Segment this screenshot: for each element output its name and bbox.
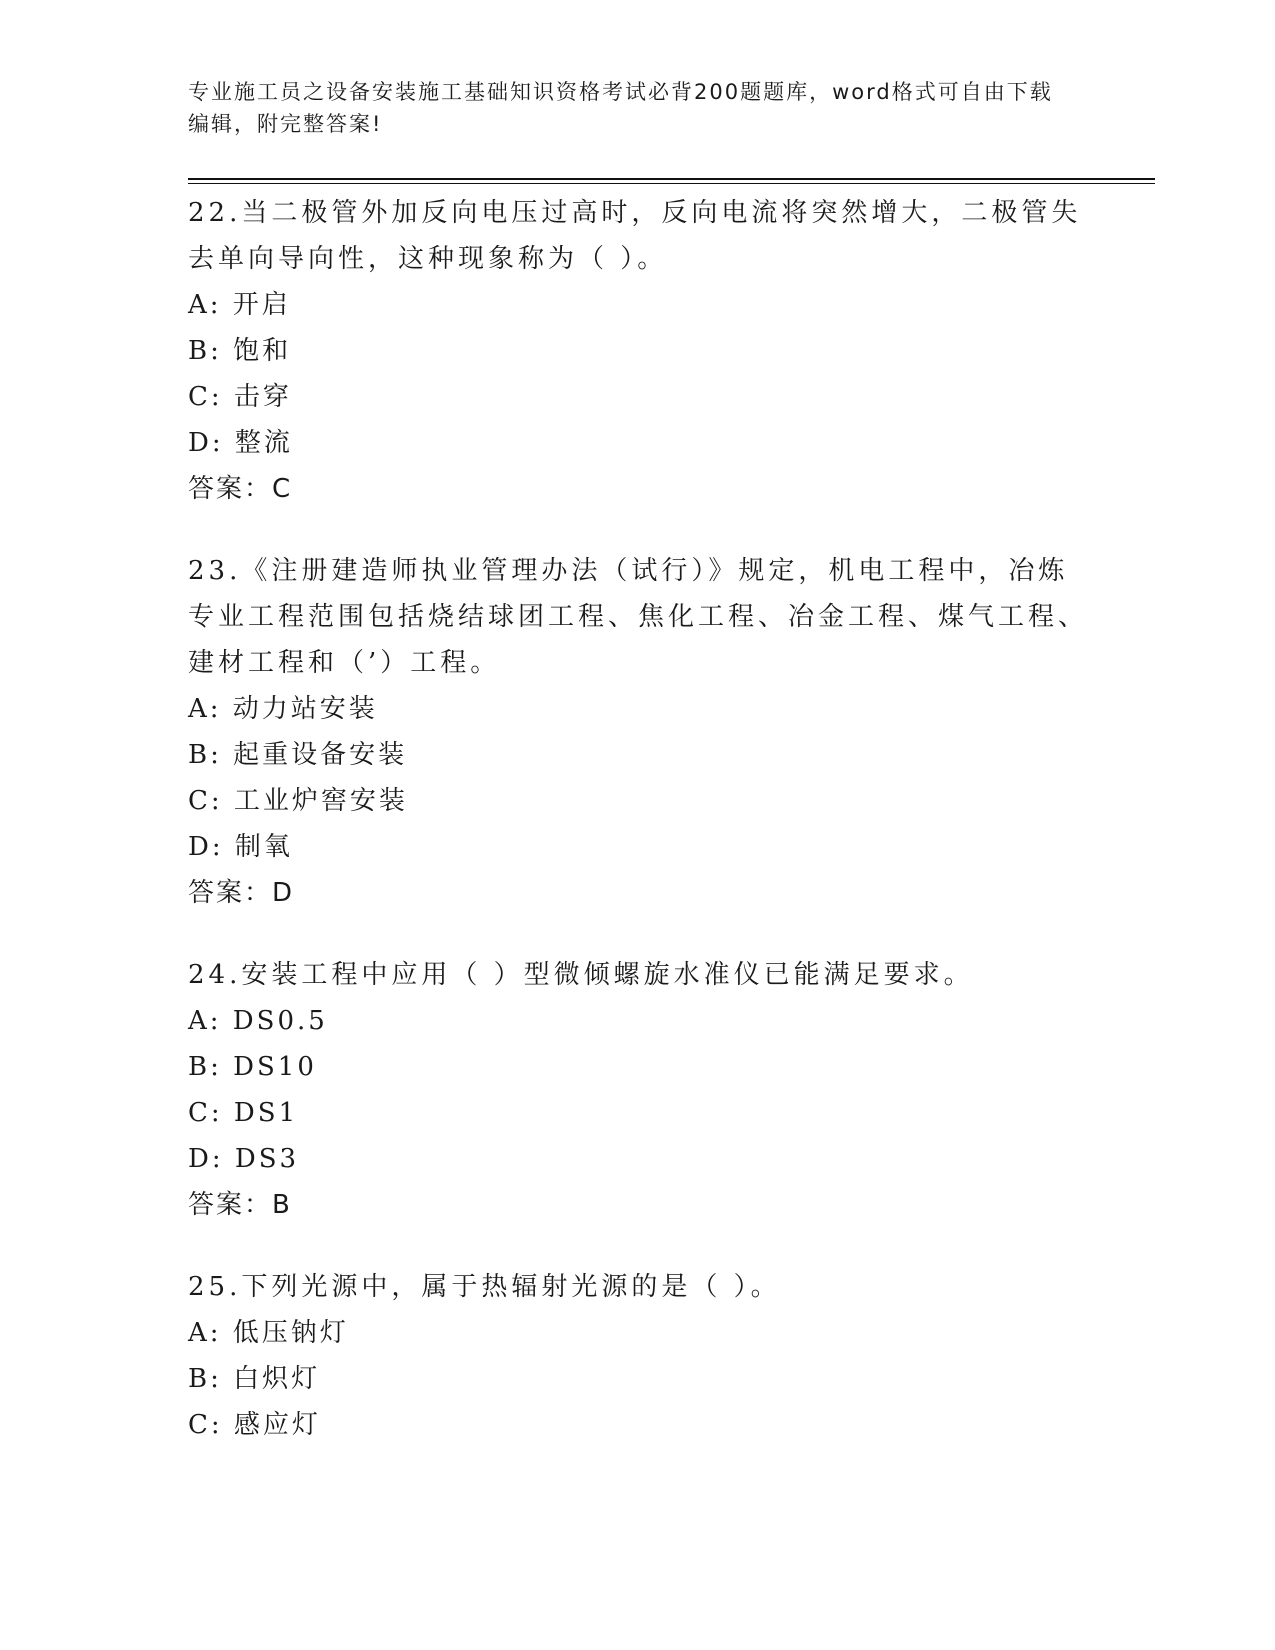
question-24 — [188, 952, 1088, 1228]
question-text: 23.《注册建造师执业管理办法（试行）》规定，机电工程中，冶炼专业工程范围包括烧结球团工程、焦化工程、冶金工程、煤气工程、建材工程和（’）工程。 — [188, 556, 1089, 678]
option-b: B: DS10 — [188, 1052, 317, 1082]
option-c: C: 工业炉窖安装 — [188, 786, 408, 816]
header-divider-thick — [188, 178, 1155, 180]
question-list — [188, 190, 1088, 1484]
question-22 — [188, 190, 1088, 512]
option-d: D: DS3 — [188, 1144, 300, 1174]
question-text: 24.安装工程中应用（ ）型微倾螺旋水准仪已能满足要求。 — [188, 960, 974, 990]
option-a: A: 开启 — [188, 290, 291, 320]
answer-text: 答案：B — [188, 1190, 292, 1220]
option-b: B: 起重设备安装 — [188, 740, 408, 770]
answer-text: 答案：D — [188, 878, 295, 908]
option-b: B: 饱和 — [188, 336, 292, 366]
option-a: A: DS0.5 — [188, 1006, 328, 1036]
option-d: D: 制氧 — [188, 832, 293, 862]
header-divider-thin — [188, 183, 1155, 184]
option-c: C: 击穿 — [188, 382, 292, 412]
question-23 — [188, 548, 1088, 916]
option-a: A: 低压钠灯 — [188, 1318, 349, 1348]
option-c: C: DS1 — [188, 1098, 299, 1128]
option-b: B: 白炽灯 — [188, 1364, 321, 1394]
question-text: 22.当二极管外加反向电压过高时，反向电流将突然增大，二极管失去单向导向性，这种现象称为（ ）。 — [188, 198, 1082, 274]
option-a: A: 动力站安装 — [188, 694, 378, 724]
document-header: 专业施工员之设备安装施工基础知识资格考试必背200题题库，word格式可自由下载编辑，附完整答案! — [188, 80, 1053, 136]
answer-text: 答案：C — [188, 474, 293, 504]
question-25 — [188, 1264, 1088, 1448]
option-c: C: 感应灯 — [188, 1410, 321, 1440]
option-d: D: 整流 — [188, 428, 293, 458]
question-text: 25.下列光源中，属于热辐射光源的是（ ）。 — [188, 1272, 781, 1302]
